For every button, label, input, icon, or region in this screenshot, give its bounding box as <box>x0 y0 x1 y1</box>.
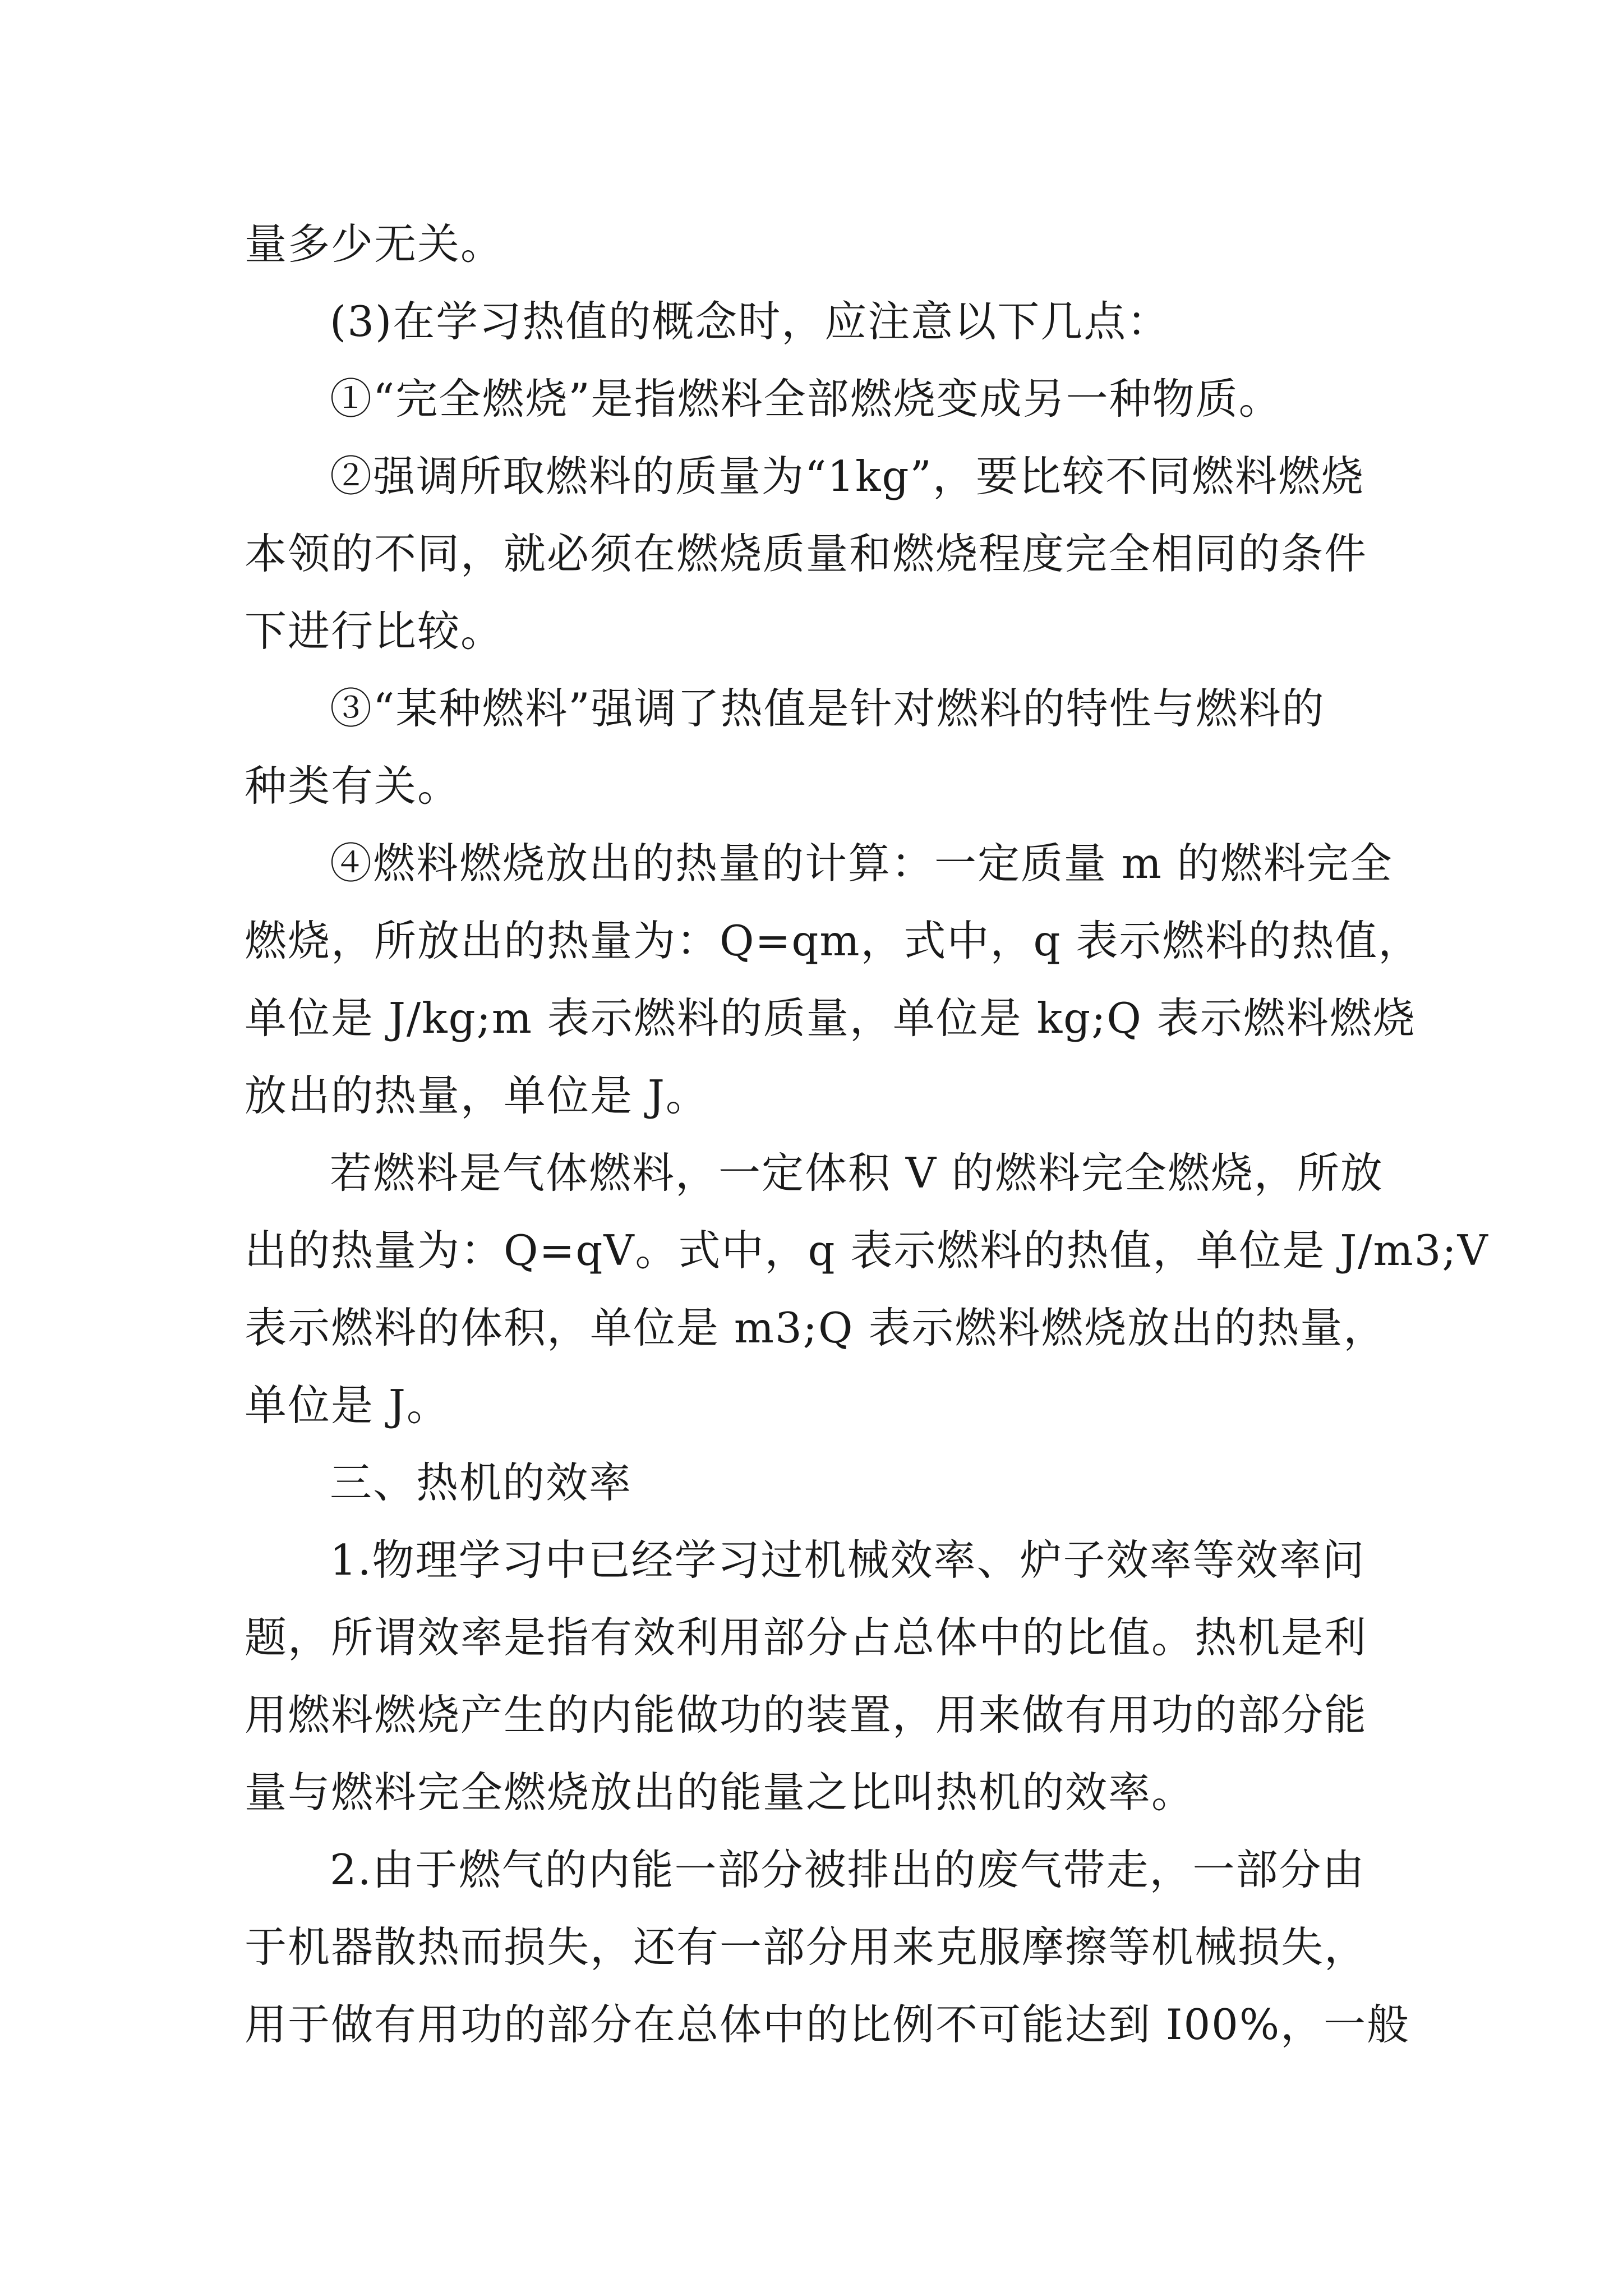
text-line: 题，所谓效率是指有效利用部分占总体中的比值。热机是利 <box>245 1613 1368 1662</box>
text-line: 量与燃料完全燃烧放出的能量之比叫热机的效率。 <box>245 1768 1195 1817</box>
text-line: 下进行比较。 <box>245 606 504 656</box>
text-line: 种类有关。 <box>245 761 461 811</box>
text-line: 若燃料是气体燃料，一定体积 V 的燃料完全燃烧，所放 <box>330 1148 1384 1198</box>
text-line: 单位是 J/kg;m 表示燃料的质量，单位是 kg;Q 表示燃料燃烧 <box>245 993 1416 1043</box>
text-line: 用于做有用功的部分在总体中的比例不可能达到 I00%，一般 <box>245 2000 1410 2049</box>
text-line: 放出的热量，单位是 J。 <box>245 1071 709 1120</box>
text-line: 于机器散热而损失，还有一部分用来克服摩擦等机械损失， <box>245 1922 1368 1972</box>
text-line: 量多少无关。 <box>245 219 504 269</box>
text-line: ①“完全燃烧”是指燃料全部燃烧变成另一种物质。 <box>330 374 1282 424</box>
text-line: ③“某种燃料”强调了热值是针对燃料的特性与燃料的 <box>330 684 1325 733</box>
text-line: 用燃料燃烧产生的内能做功的装置，用来做有用功的部分能 <box>245 1690 1368 1740</box>
text-line: 出的热量为：Q=qV。式中，q 表示燃料的热值，单位是 J/m3;V <box>245 1226 1489 1275</box>
text-line: 1.物理学习中已经学习过机械效率、炉子效率等效率问 <box>330 1535 1366 1585</box>
text-line: (3)在学习热值的概念时，应注意以下几点： <box>330 297 1170 346</box>
text-line: 2.由于燃气的内能一部分被排出的废气带走，一部分由 <box>330 1845 1366 1894</box>
section-heading: 三、热机的效率 <box>330 1458 633 1507</box>
text-line: 表示燃料的体积，单位是 m3;Q 表示燃料燃烧放出的热量， <box>245 1303 1387 1352</box>
text-line: 本领的不同，就必须在燃烧质量和燃烧程度完全相同的条件 <box>245 529 1368 578</box>
text-line: ④燃料燃烧放出的热量的计算：一定质量 m 的燃料完全 <box>330 839 1393 888</box>
text-line: 燃烧，所放出的热量为：Q=qm，式中，q 表示燃料的热值， <box>245 916 1422 965</box>
text-line: 单位是 J。 <box>245 1381 450 1430</box>
text-line: ②强调所取燃料的质量为“1kg”，要比较不同燃料燃烧 <box>330 452 1364 501</box>
